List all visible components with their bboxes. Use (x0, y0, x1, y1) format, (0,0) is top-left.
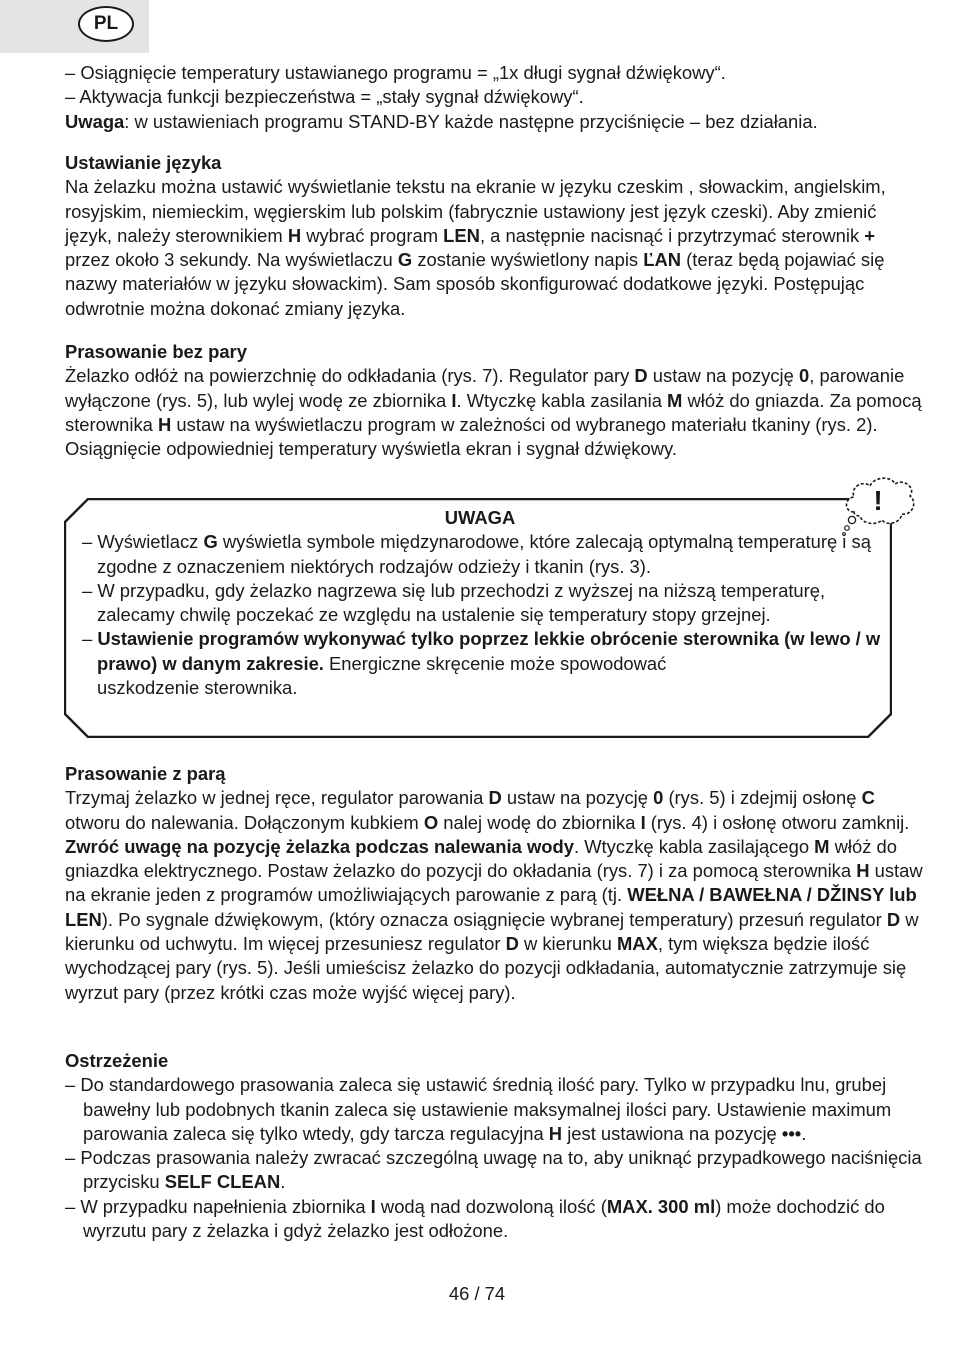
language-section (65, 151, 925, 321)
warning-item-2: – W przypadku, gdy żelazko nagrzewa się lub przechodzi z wyższej na niższą temperaturę, zalecamy chwilę poczekać ze względu na ustalenie się temperatury stopy grzejnej. (82, 579, 826, 626)
language-paragraph: Na żelazku można ustawić wyświetlanie tekstu na ekranie w języku czeskim , słowackim, angielskim, rosyjskim, niemieckim, węgierskim lub polskim (fabrycznie ustawiony jest język czeski). Aby zmienić język, należy sterownikiem H wybrać program LEN, a następnie nacisnąć i przytrzymać sterownik + przez około 3 sekundy. Na wyświetlaczu G zostanie wyświetlony napis ĽAN (teraz będą pojawiać się nazwy materiałów w języku słowackim). Sam sposób skonfigurować dodatkowe języki. Postępując odwrotnie można dokonać zmiany języka. (65, 176, 886, 319)
caution-section (65, 1049, 925, 1243)
dry-ironing-paragraph: Żelazko odłóż na powierzchnię do odkładania (rys. 7). Regulator pary D ustaw na pozycję 0, parowanie wyłączone (rys. 5), lub wylej wodę ze zbiornika I. Wtyczkę kabla zasilania M włóż do gniazda. Za pomocą sterownika H ustaw na wyświetlaczu program w zależności od wybranego materiału tkaniny (rys. 2). Osiągnięcie odpowiedniej temperatury wyświetla ekran i sygnał dźwiękowy. (65, 365, 922, 460)
steam-ironing-paragraph: Trzymaj żelazko w jednej ręce, regulator parowania D ustaw na pozycję 0 (rys. 5) i zdejmij osłonę C otworu do nalewania. Dołączonym kubkiem O nalej wodę do zbiornika I (rys. 4) i osłonę otworu zamknij. Zwróć uwagę na pozycję żelazka podczas nalewania wody. Wtyczkę kabla zasilającego M włóż do gniazdka elektrycznego. Postaw żelazko do pozycji do okładania (rys. 7) i za pomocą sterownika H ustaw na ekranie jeden z programów umożliwiających parowanie z parą (tj. WEŁNA / BAWEŁNA / DŽINSY lub LEN). Po sygnale dźwiękowym, (który oznacza osiągnięcie wybranej temperatury) przesuń regulator D w kierunku od uchwytu. Im więcej przesuniesz regulator D w kierunku MAX, tym większa będzie ilość wychodzącej pary (rys. 5). Jeśli umieścisz żelazko do pozycji odkładania, automatycznie zatrzymuje się wyrzut pary (przez krótki czas może wyjść więcej pary). (65, 787, 923, 1003)
section-heading-language: Ustawianie języka (65, 152, 222, 173)
section-heading-caution: Ostrzeżenie (65, 1050, 169, 1071)
language-badge: PL (78, 6, 134, 42)
warning-box-content (82, 506, 892, 700)
warning-item-1: – Wyświetlacz G wyświetla symbole międzynarodowe, które zalecają optymalną temperaturę i są zgodne z oznaczeniem niektórych rodzajów odzieży i tkanin (rys. 3). (82, 531, 871, 577)
dry-ironing-section (65, 340, 925, 461)
exclamation-mark: ! (873, 485, 883, 516)
warning-item-3: – Ustawienie programów wykonywać tylko poprzez lekkie obrócenie sterownika (w lewo / w prawo) w danym zakresie. Energiczne skręcenie może spowodować uszkodzenie sterownika. (82, 628, 881, 699)
section-heading-dry-ironing: Prasowanie bez pary (65, 341, 247, 362)
language-tab (0, 0, 149, 53)
steam-ironing-section (65, 762, 925, 1005)
intro-section (65, 61, 925, 134)
caution-item-2: – Podczas prasowania należy zwracać szczególną uwagę na to, aby uniknąć przypadkowego naciśnięcia przycisku SELF CLEAN. (65, 1147, 922, 1193)
caution-item-3: – W przypadku napełnienia zbiornika I wodą nad dozwoloną ilość (MAX. 300 ml) może dochodzić do wyrzutu pary z żelazka i gdyż żelazko jest odłożone. (65, 1195, 885, 1242)
page-number: 46 / 74 (448, 1283, 506, 1304)
intro-line-2: – Aktywacja funkcji bezpieczeństwa = „stały sygnał dźwiękowy“. (65, 86, 584, 108)
intro-note: Uwaga: w ustawieniach programu STAND-BY każde następne przyciśnięcie – bez działania. (65, 110, 818, 132)
section-heading-steam-ironing: Prasowanie z parą (65, 763, 226, 784)
warning-title: UWAGA (444, 507, 516, 528)
caution-item-1: – Do standardowego prasowania zaleca się ustawić średnią ilość pary. Tylko w przypadku lnu, grubej bawełny lub podobnych tkanin zaleca się ustawienie maksymalnej ilości pary. Ustawienie maximum parowania zaleca się tylko wtedy, gdy tarcza regulacyjna H jest ustawiona na pozycję •••. (65, 1074, 892, 1144)
note-label: Uwaga (65, 110, 125, 132)
intro-line-1: – Osiągnięcie temperatury ustawianego programu = „1x długi sygnał dźwiękowy“. (65, 62, 726, 83)
